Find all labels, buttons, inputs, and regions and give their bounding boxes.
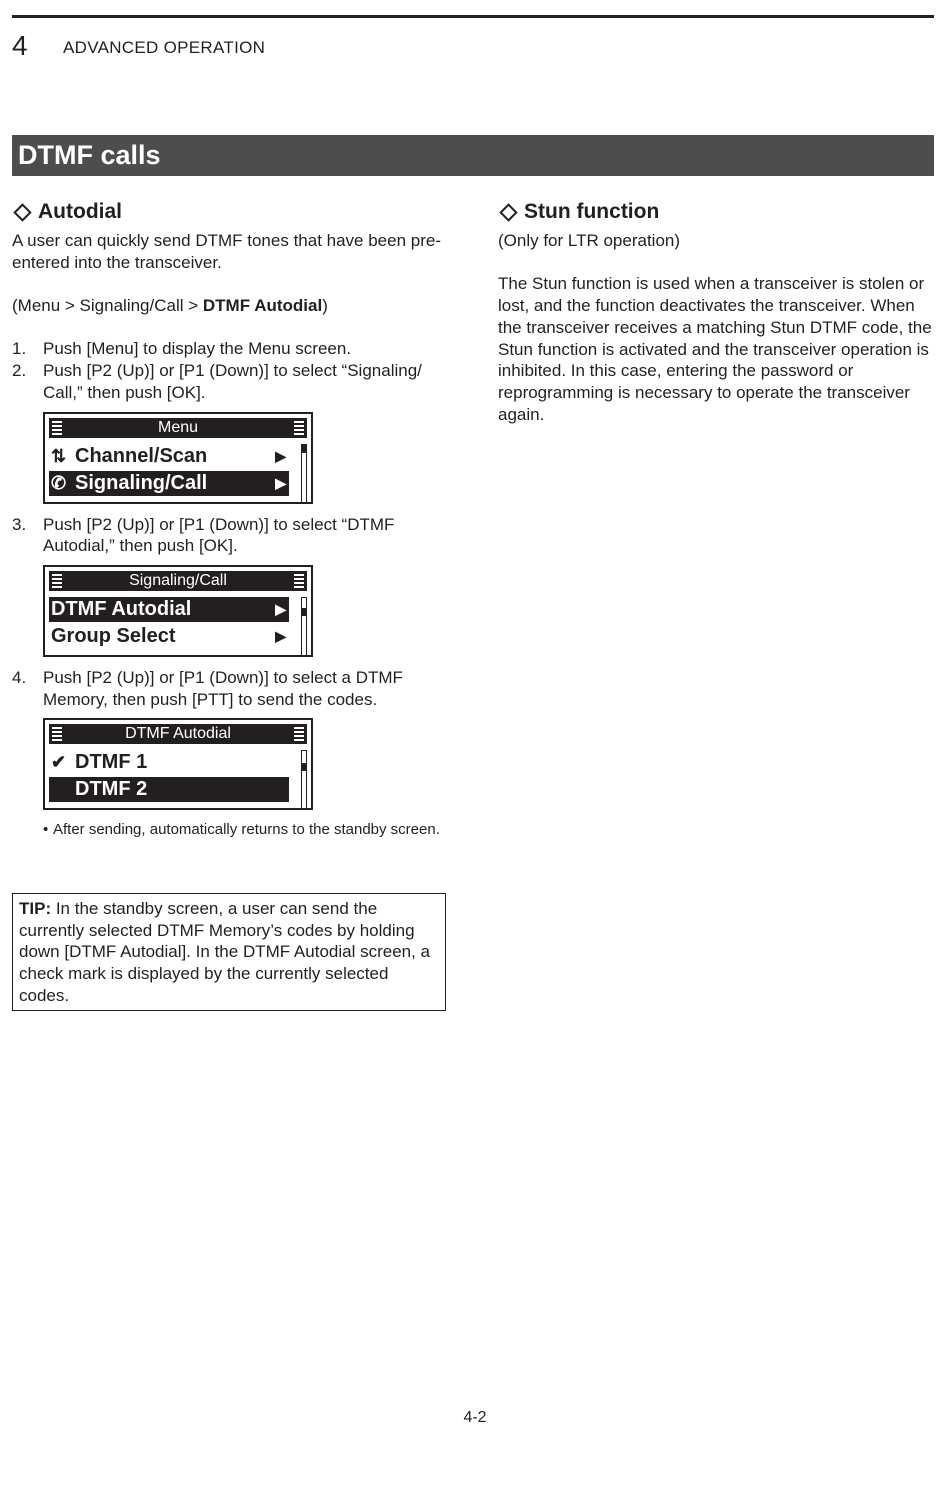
step-text: Push [P2 (Up)] or [P1 (Down)] to select “Signaling/ Call,” then push [OK].	[43, 361, 422, 402]
right-triangle-icon: ▶	[275, 601, 286, 617]
step-number: 4.	[12, 668, 27, 687]
section-banner	[12, 135, 934, 176]
lcd-row-label: Group Select	[51, 625, 176, 647]
lcd-scrollbar	[301, 750, 307, 810]
lcd-row-label: DTMF 1	[75, 751, 148, 774]
lcd-title: Menu	[157, 418, 199, 436]
stun-body: The Stun function is used when a transceiver is stolen or lost, and the function deactivates the transceiver. When the transceiver receives a matching Stun DTMF code, the Stun function is activated and the transceiver operation is inhibited. In this case, entering the password or reprogramming is necessary to operate the transceiver again.	[498, 274, 932, 424]
note-text: After sending, automatically returns to the standby screen.	[53, 821, 440, 839]
diamond-icon	[13, 203, 31, 221]
step-4	[12, 667, 452, 710]
step-number: 3.	[12, 514, 27, 534]
menu-path-bold: DTMF Autodial	[202, 296, 323, 316]
menu-bars-icon	[294, 421, 304, 435]
header-rule	[12, 15, 934, 18]
step-text: Push [Menu] to display the Menu screen.	[43, 339, 352, 359]
menu-bars-icon	[52, 421, 62, 435]
step-3	[12, 514, 452, 557]
lcd-title-bar	[49, 571, 307, 591]
lcd-row-label: DTMF 2	[75, 778, 148, 801]
stun-column	[498, 198, 938, 425]
lcd-row-signaling-call	[49, 471, 289, 496]
page-number: 4-2	[463, 1409, 487, 1426]
lcd-row-channel-scan	[49, 444, 289, 469]
menu-path-suffix: )	[322, 296, 328, 316]
menu-bars-icon	[294, 727, 304, 741]
bullet-icon: •	[43, 821, 49, 839]
up-down-arrows-icon: ⇅	[51, 445, 67, 466]
menu-path	[12, 295, 452, 317]
lcd-title-bar	[49, 418, 307, 438]
stun-heading-text: Stun function	[524, 200, 660, 223]
check-mark-icon: ✔	[51, 752, 67, 773]
step-number: 1.	[12, 339, 27, 359]
tip-label: TIP:	[19, 899, 52, 918]
note-after-sending	[43, 820, 452, 840]
step-number: 2.	[12, 361, 27, 381]
stun-heading	[498, 198, 938, 226]
lcd-menu-screen	[43, 412, 313, 504]
right-triangle-icon: ▶	[275, 474, 286, 491]
menu-path-prefix: (Menu > Signaling/Call >	[12, 296, 203, 316]
lcd-row-dtmf-1	[49, 750, 289, 775]
autodial-heading-text: Autodial	[38, 200, 122, 223]
lcd-title: Signaling/Call	[129, 572, 227, 589]
diamond-icon	[499, 203, 517, 221]
lcd-row-group-select	[49, 624, 289, 649]
lcd-row-dtmf-autodial	[49, 597, 289, 622]
step-2	[12, 360, 452, 403]
right-triangle-icon: ▶	[275, 447, 286, 464]
autodial-column	[12, 198, 452, 840]
autodial-heading	[12, 198, 452, 226]
lcd-row-label: Channel/Scan	[75, 444, 208, 467]
right-triangle-icon: ▶	[275, 628, 286, 644]
chapter-title: ADVANCED OPERATION	[63, 38, 266, 57]
lcd-scrollbar	[301, 444, 307, 504]
lcd-title: DTMF Autodial	[125, 725, 231, 743]
phone-handset-icon: ✆	[51, 472, 67, 493]
lcd-signaling-screen	[43, 565, 313, 657]
lcd-row-dtmf-2	[49, 777, 289, 802]
menu-bars-icon	[52, 574, 62, 588]
lcd-scrollbar	[301, 597, 307, 657]
menu-bars-icon	[52, 727, 62, 741]
lcd-title-bar	[49, 724, 307, 744]
lcd-row-label: DTMF Autodial	[51, 598, 192, 620]
tip-box	[12, 893, 446, 1011]
tip-text: In the standby screen, a user can send the currently selected DTMF Memory’s codes by holding down [DTMF Autodial]. In the DTMF Autodial screen, a check mark is displayed by the currently selected codes.	[19, 899, 431, 1005]
lcd-dtmf-autodial-screen	[43, 718, 313, 810]
step-text: Push [P2 (Up)] or [P1 (Down)] to select “DTMF Autodial,” then push [OK].	[43, 514, 395, 556]
chapter-number: 4	[12, 30, 28, 61]
step-1	[12, 338, 452, 360]
step-text: Push [P2 (Up)] or [P1 (Down)] to select a DTMF Memory, then push [PTT] to send the codes.	[43, 668, 403, 709]
section-title: DTMF calls	[18, 140, 161, 170]
menu-bars-icon	[294, 574, 304, 588]
stun-subnote: (Only for LTR operation)	[498, 231, 681, 250]
lcd-row-label: Signaling/Call	[75, 471, 208, 494]
autodial-intro: A user can quickly send DTMF tones that have been pre-entered into the transceiver.	[12, 231, 442, 272]
